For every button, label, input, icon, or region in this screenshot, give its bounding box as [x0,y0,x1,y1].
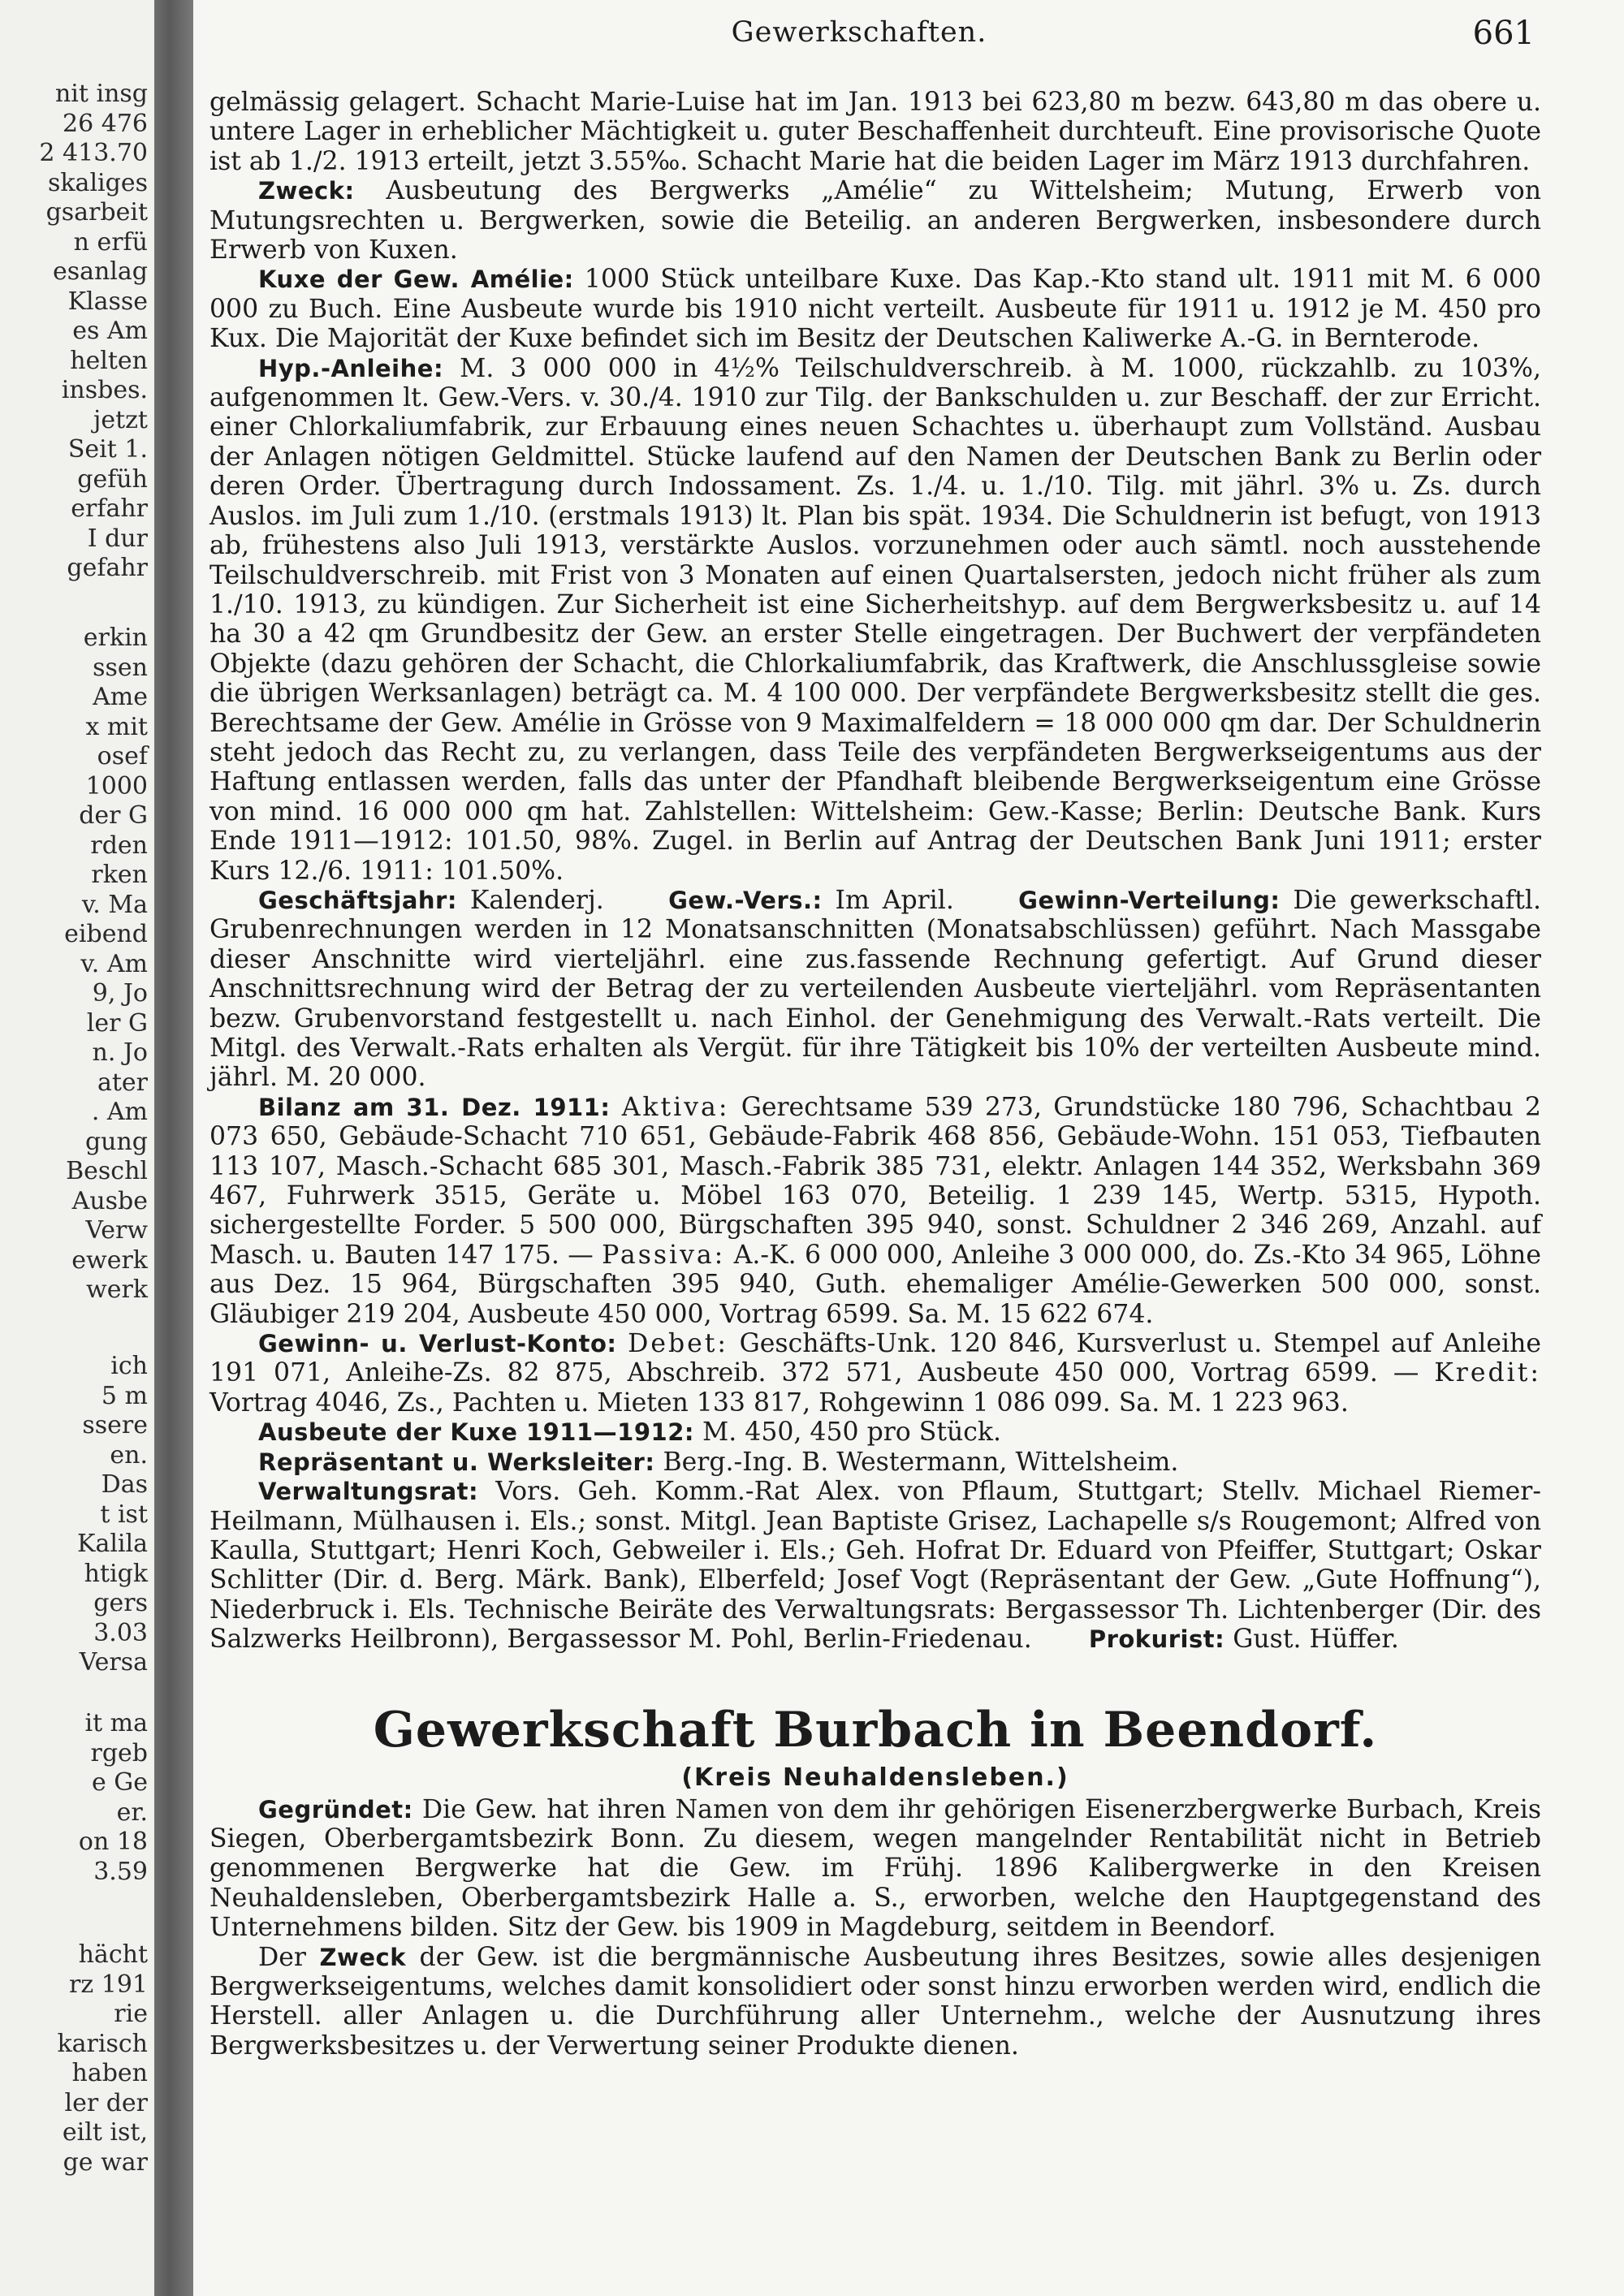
fragment-line: Versa [79,1648,148,1677]
amelie-verwaltungsrat: Verwaltungsrat: Vors. Geh. Komm.-Rat Alex. von Pflaum, Stuttgart; Stellv. Michael Riemer-Heilmann, Mülhausen i. Els.; sonst. Mitgl. Jean Baptiste Grisez, Lachapelle s/s Rougemont; Alfred von Kaulla, Stuttgart; Henri Koch, Gebweiler i. Els.; Geh. Hofrat Dr. Eduard von Pfeiffer, Stuttgart; Oskar Schlitter (Dir. d. Berg. Märk. Bank), Elberfeld; Josef Vogt (Repräsentant der Gew. „Gute Hoffnung“), Niederbruck i. Els. Technische Beiräte des Verwaltungsrats: Bergassessor Th. Lichtenberger (Dir. des Salzwerks Heilbronn), Bergassessor M. Pohl, Berlin-Friedenau. Prokurist: Gust. Hüffer. [209,1477,1542,1655]
fragment-line: er. [116,1798,148,1827]
fragment-block-e [0,1940,148,2177]
fragment-line: osef [97,742,148,770]
fragment-line: eibend [64,920,148,948]
fragment-block-a [0,80,148,584]
fragment-line: ater [97,1068,148,1097]
amelie-intro: gelmässig gelagert. Schacht Marie-Luise hat im Jan. 1913 bei 623,80 m bezw. 643,80 m das obere u. untere Lager in erheblicher Mächtigkeit u. guter Beschaffenheit durchteuft. Eine provisorische Quote ist ab 1./2. 1913 erteilt, jetzt 3.55‰. Schacht Marie hat die beiden Lager im März 1913 durchfahren. [209,88,1541,176]
amelie-repraesentant: Repräsentant u. Werksleiter: Berg.-Ing. B. Westermann, Wittelsheim. [258,1447,1179,1477]
fragment-line: 2 413.70 [39,139,148,167]
fragment-line: insbes. [61,376,148,404]
fragment-line: x mit [85,712,148,741]
fragment-line: Ame [93,683,148,711]
fragment-line: 3.59 [93,1857,148,1886]
fragment-line: en. [110,1440,148,1470]
fragment-line: Das [101,1470,148,1499]
burbach-gegruendet: Gegründet: Die Gew. hat ihren Namen von dem ihr gehörigen Eisenerzbergwerke Burbach, Kreis Siegen, Oberbergamtsbezirk Bonn. Zu diesem, wegen mangelnder Rentabilität nicht in Betrieb genommenen Bergwerke hat die Gew. im Frühj. 1896 Kalibergwerke in den Kreisen Neuhaldensleben, Oberbergamtsbezirk Halle a. S., erworben, welche den Hauptgegenstand des Unternehmens bilden. Sitz der Gew. bis 1909 in Magdeburg, seitdem in Beendorf. [209,1794,1542,1943]
fragment-line: es Am [72,317,148,345]
fragment-line: gefahr [67,554,148,582]
fragment-block-b [0,624,148,1306]
fragment-line: Ausbe [71,1186,148,1215]
fragment-line: it ma [84,1709,148,1737]
fragment-line: rz 191 [69,1970,148,1999]
fragment-line: . Am [91,1098,148,1126]
fragment-line: ssere [82,1411,148,1439]
fragment-line: gefüh [77,464,148,494]
fragment-line: erkin [83,624,148,652]
fragment-line: 3.03 [93,1618,148,1647]
amelie-bilanz: Bilanz am 31. Dez. 1911: Aktiva: Gerechtsame 539 273, Grundstücke 180 796, Schachtbau 2 073 650, Gebäude-Schacht 710 651, Gebäude-Fabrik 468 856, Gebäude-Wohn. 151 053, Tiefbauten 113 107, Masch.-Schacht 685 301, Masch.-Fabrik 385 731, elektr. Anlagen 144 352, Werksbahn 369 467, Fuhrwerk 3515, Geräte u. Möbel 163 070, Beteilig. 1 239 145, Wertp. 5315, Hypoth. sichergestellte Forder. 5 500 000, Bürgschaften 395 940, sonst. Schuldner 2 346 269, Anzahl. auf Masch. u. Bauten 147 175. — Passiva: A.-K. 6 000 000, Anleihe 3 000 000, do. Zs.-Kto 34 965, Löhne aus Dez. 15 964, Bürgschaften 395 940, Guth. ehemaliger Amélie-Gewerken 500 000, sonst. Gläubiger 219 204, Ausbeute 450 000, Vortrag 6599. Sa. M. 15 622 674. [209,1092,1541,1329]
fragment-line: htigk [84,1559,148,1588]
fragment-line: Beschl [66,1157,148,1185]
fragment-line: n. Jo [92,1038,148,1067]
fragment-line: e Ge [91,1768,148,1797]
fragment-line: gsarbeit [45,198,148,227]
fragment-line: eilt ist, [62,2118,148,2147]
fragment-line: Seit 1. [67,435,148,464]
fragment-line: jetzt [93,405,148,434]
fragment-line: rie [114,2000,148,2028]
fragment-line: Kalila [77,1530,148,1558]
amelie-geschaeftsjahr: Geschäftsjahr: Kalenderj. Gew.-Vers.: Im April. Gewinn-Verteilung: Die gewerkschaftl. Grubenrechnungen werden in 12 Monatsanschnitten (Monatsabschlüssen) geführt. Nach Massgabe dieser Anschnitte wird vierteljährl. eine zus.fassende Rechnung gefertigt. Auf Grund dieser Anschnittsrechnung wird der Betrag der zu verteilenden Ausbeute vierteljährl. vom Repräsentanten bezw. Grubenvorstand festgestellt u. nach Einhol. der Genehmigung des Verwalt.-Rats verteilt. Die Mitgl. des Verwalt.-Rats erhalten als Vergüt. für ihre Tätigkeit bis 10% der verteilten Ausbeute mind. jährl. M. 20 000. [209,885,1542,1093]
fragment-line: v. Ma [81,890,148,919]
amelie-kuxe: Kuxe der Gew. Amélie: 1000 Stück unteilbare Kuxe. Das Kap.-Kto stand ult. 1911 mit M. 6 000 000 zu Buch. Eine Ausbeute wurde bis 1910 nicht verteilt. Ausbeute für 1911 u. 1912 je M. 450 pro Kux. Die Majorität der Kuxe befindet sich im Besitz der Deutschen Kaliwerke A.-G. in Bernterode. [209,265,1541,354]
fragment-line: 1000 [85,771,148,801]
amelie-guv: Gewinn- u. Verlust-Konto: Debet: Geschäfts-Unk. 120 846, Kursverlust u. Stempel auf Anleihe 191 071, Anleihe-Zs. 82 875, Abschreib. 372 571, Ausbeute 450 000, Vortrag 6599. — Kredit: Vortrag 4046, Zs., Pachten u. Mieten 133 817, Rohgewinn 1 086 099. Sa. M. 1 223 963. [209,1329,1542,1418]
section-subtitle: (Kreis Neuhaldensleben.) [681,1763,1069,1792]
fragment-line: 5 m [101,1381,148,1410]
fragment-line: rgeb [90,1738,148,1767]
fragment-line: ewerk [71,1245,148,1275]
running-title: Gewerkschaften. [731,16,987,49]
fragment-line: ge war [63,2147,148,2177]
fragment-line: hächt [78,1940,148,1969]
section-title: Gewerkschaft Burbach in Beendorf. [373,1701,1378,1759]
fragment-line: Verw [85,1216,148,1245]
fragment-block-c [0,1352,148,1678]
fragment-line: rden [90,831,148,860]
fragment-line: gung [84,1127,148,1156]
fragment-line: erfahr [71,494,148,523]
burbach-zweck: Der Zweck der Gew. ist die bergmännische Ausbeutung ihres Besitzes, sowie alles desjenigen Bergwerkseigentums, welches damit konsolidiert oder sonst hinzu erworben werden wird, endlich die Herstell. aller Anlagen u. die Durchführung aller Unternehm., welche der Ausnutzung ihres Bergwerksbesitzes u. der Verwertung seiner Produkte dienen. [209,1942,1542,2061]
fragment-line: t ist [100,1500,148,1529]
fragment-line: rken [91,861,148,889]
fragment-line: karisch [57,2029,148,2058]
text-column [209,88,1541,2061]
amelie-ausbeute: Ausbeute der Kuxe 1911—1912: M. 450, 450 pro Stück. [258,1418,1002,1448]
fragment-line: 26 476 [63,109,148,138]
amelie-zweck: Zweck: Ausbeutung des Bergwerks „Amélie“ zu Wittelsheim; Mutung, Erwerb von Mutungsrechten u. Bergwerken, sowie die Beteilig. an anderen Bergwerken, insbesondere durch Erwerb von Kuxen. [209,176,1541,265]
fragment-line: I dur [87,524,148,553]
book-gutter [154,0,193,2296]
fragment-line: ich [110,1352,148,1380]
fragment-line: esanlag [52,257,148,286]
fragment-line: skaliges [47,168,148,197]
page [193,0,1624,2296]
fragment-line: haben [71,2059,148,2087]
fragment-block-d [0,1709,148,1887]
fragment-line: 9, Jo [92,979,148,1008]
fragment-line: Klasse [67,287,148,316]
fragment-line: ler der [64,2088,148,2117]
fragment-line: der G [79,801,148,830]
fragment-line: helten [70,346,148,375]
fragment-line: ssen [93,653,148,682]
fragment-line: v. Am [80,949,148,978]
page-number: 661 [1472,15,1535,52]
fragment-line: on 18 [78,1828,148,1856]
fragment-line: gers [93,1589,148,1617]
fragment-line: nit insg [54,80,148,108]
amelie-hyp-anleihe: Hyp.-Anleihe: M. 3 000 000 in 4½% Teilschuldverschreib. à M. 1000, rückzahlb. zu 103%, aufgenommen lt. Gew.-Vers. v. 30./4. 1910 zur Tilg. der Bankschulden u. zur Beschaff. der zur Erricht. einer Chlorkaliumfabrik, zur Erbauung eines neuen Schachtes u. überhaupt zum Vollständ. Ausbau der Anlagen nötigen Geldmittel. Stücke laufend auf den Namen der Deutschen Bank zu Berlin oder deren Order. Übertragung durch Indossament. Zs. 1./4. u. 1./10. Tilg. mit jährl. 3% u. Zs. durch Auslos. im Juli zum 1./10. (erstmals 1913) lt. Plan bis spät. 1934. Die Schuldnerin ist befugt, von 1913 ab, frühestens also Juli 1913, verstärkte Auslos. vorzunehmen oder auch sämtl. noch ausstehende Teilschuldverschreib. mit Frist von 3 Monaten auf einen Quartalsersten, jedoch nicht früher als zum 1./10. 1913, zu kündigen. Zur Sicherheit ist eine Sicherheitshyp. auf dem Bergwerksbesitz u. auf 14 ha 30 a 42 qm Grundbesitz der Gew. an erster Stelle eingetragen. Der Buchwert der verpfändeten Objekte (dazu gehören der Schacht, die Chlorkaliumfabrik, das Kraftwerk, die Anschlussgleise sowie die übrigen Werksanlagen) beträgt ca. M. 4 100 000. Der verpfändete Bergwerksbesitz stellt die ges. Berechtsame der Gew. Amélie in Grösse von 9 Maximalfeldern = 18 000 000 qm dar. Der Schuldnerin steht jedoch das Recht zu, zu verlangen, dass Teile des verpfändeten Bergwerkseigentums aus der Haftung entlassen werden, falls das unter der Pfandhaft bleibende Bergwerkseigentum eine Grösse von mind. 16 000 000 qm hat. Zahlstellen: Wittelsheim: Gew.-Kasse; Berlin: Deutsche Bank. Kurs Ende 1911—1912: 101.50, 98%. Zugel. in Berlin auf Antrag der Deutschen Bank Juni 1911; erster Kurs 12./6. 1911: 101.50%. [209,353,1542,886]
adjacent-page-fragment [0,0,154,2296]
fragment-line: n erfü [73,227,148,257]
fragment-line: ler G [86,1008,148,1038]
fragment-line: werk [86,1275,148,1304]
